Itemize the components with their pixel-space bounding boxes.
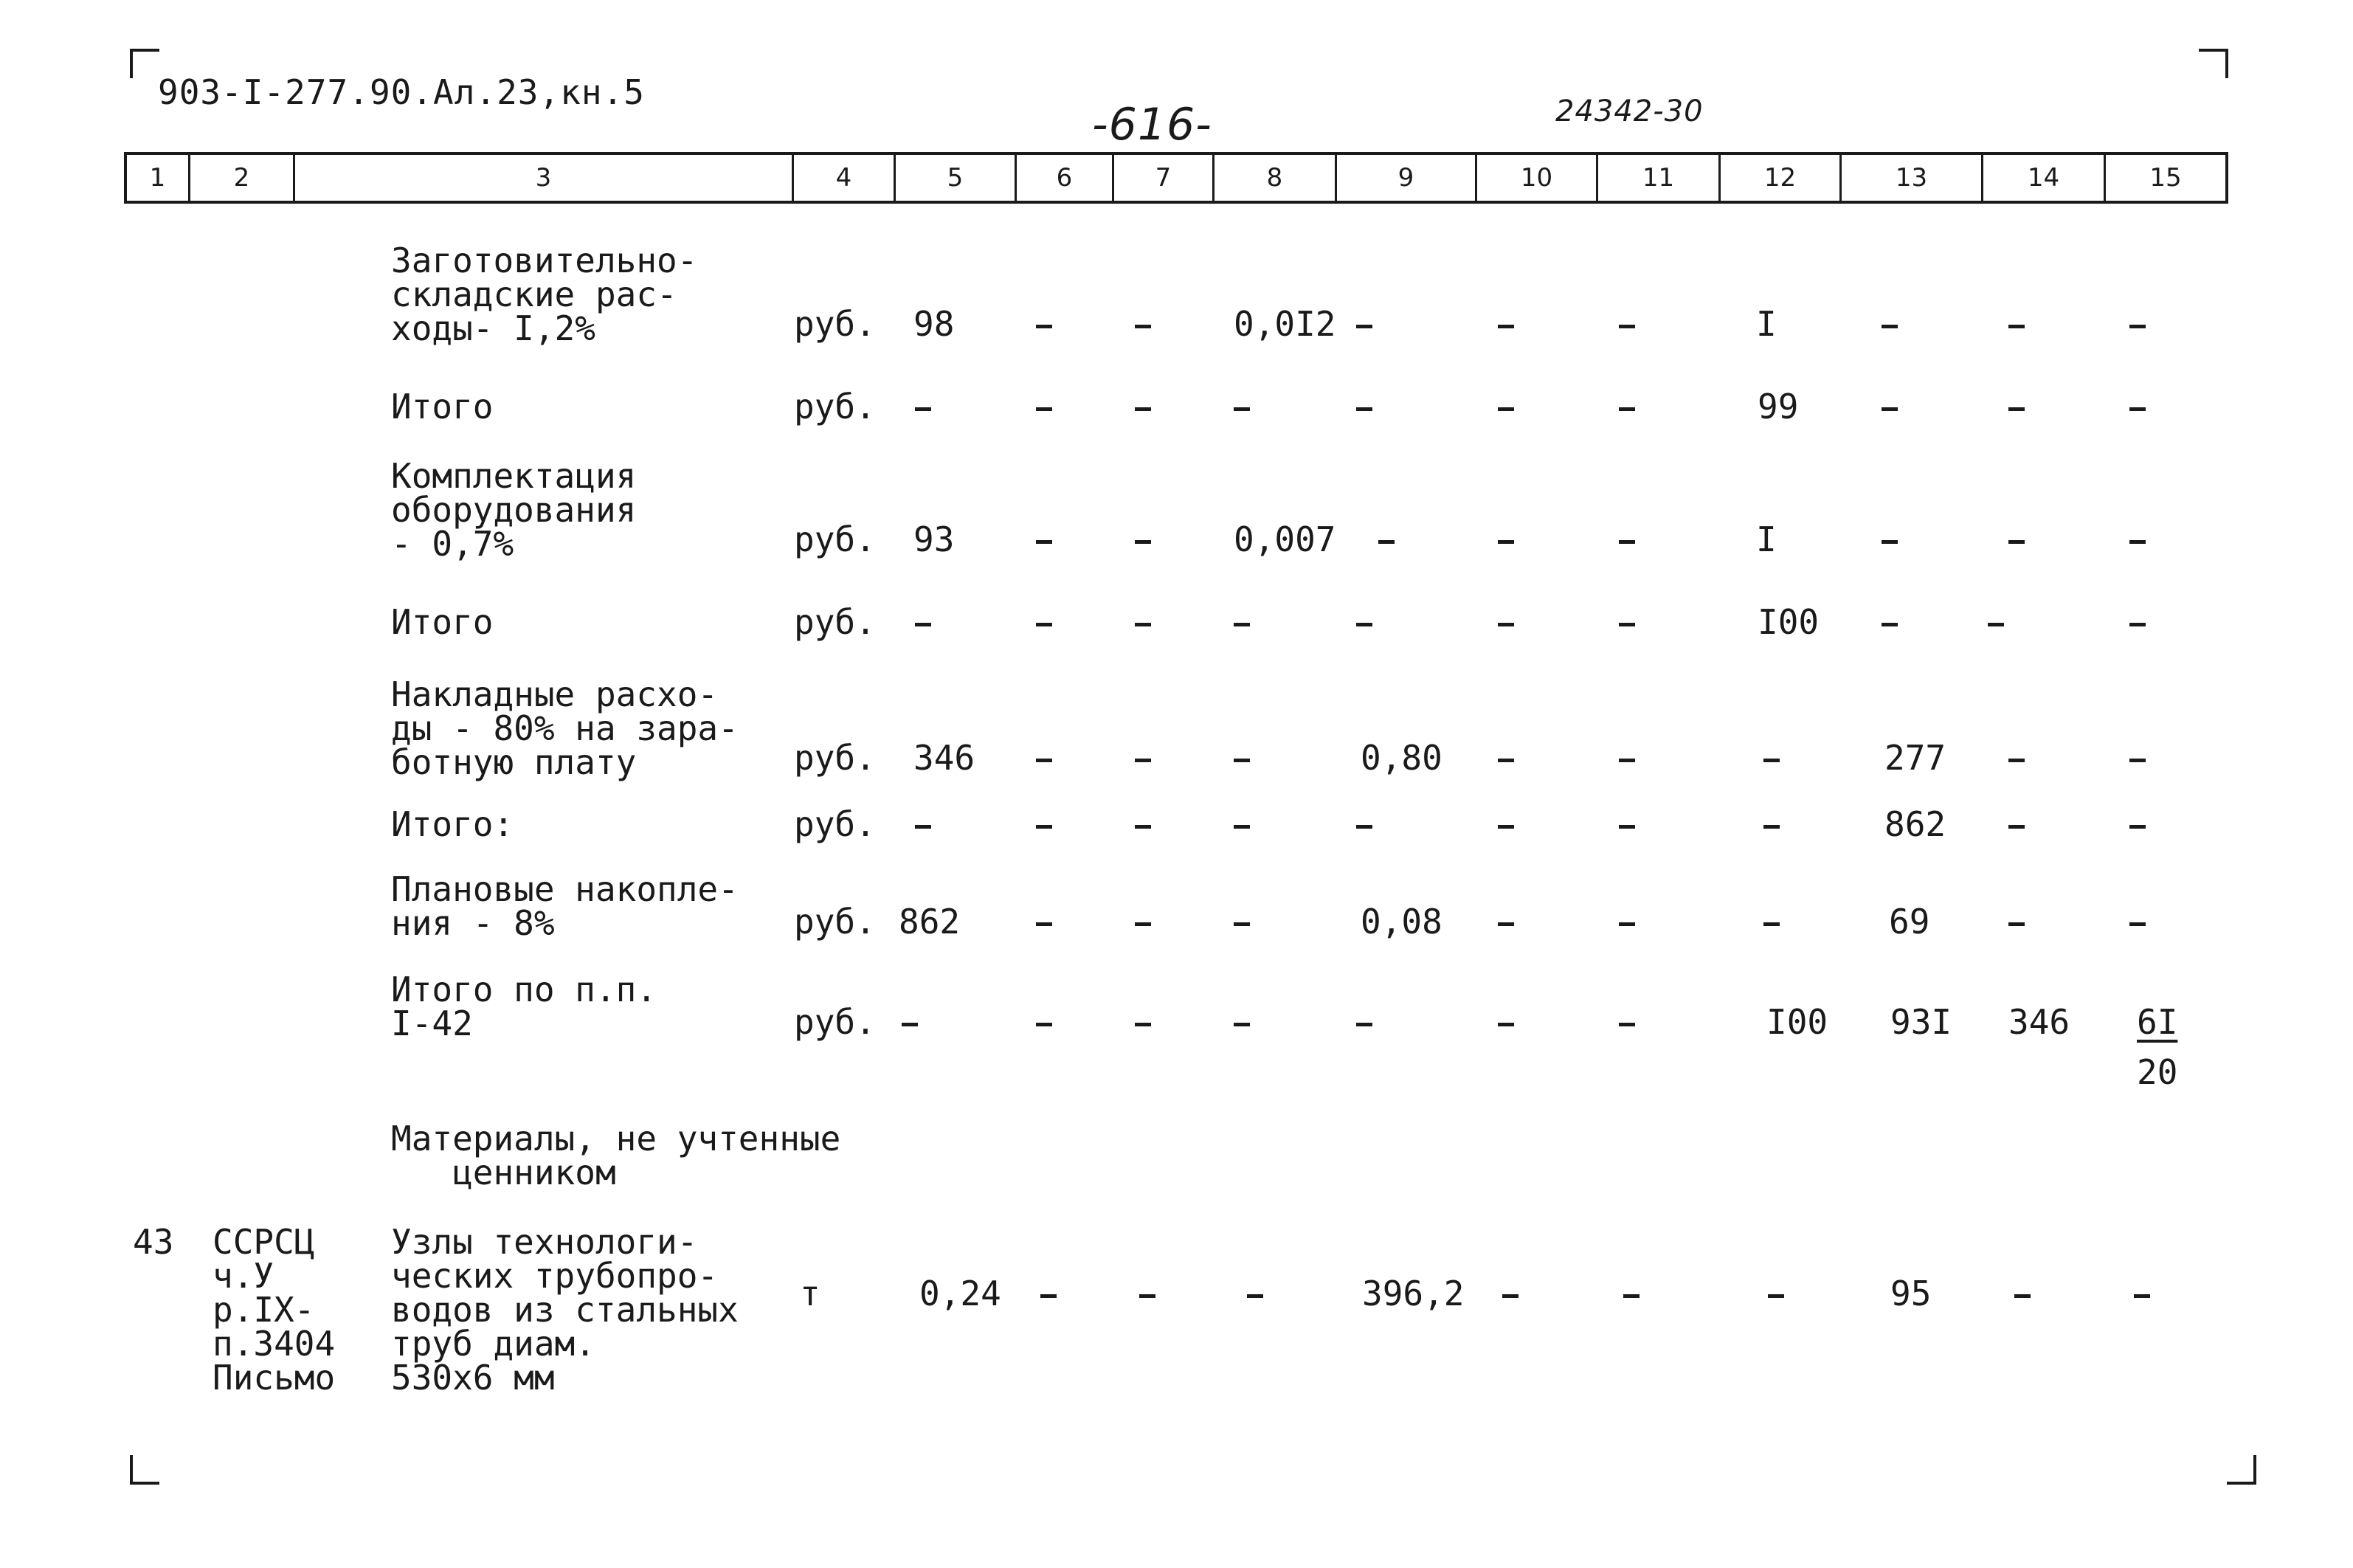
cell-col10: [1498, 325, 1514, 328]
cell-col5: [902, 1023, 918, 1026]
row-unit: руб.: [794, 602, 876, 642]
cell-col12: [1763, 922, 1780, 926]
cell-col11: [1619, 325, 1635, 328]
cell-col15: [2129, 540, 2146, 544]
column-header-9: 9: [1337, 155, 1477, 201]
cell-col9: [1356, 325, 1372, 328]
row-description: Итого: [391, 387, 494, 426]
cell-col10: [1498, 1023, 1514, 1026]
cell-col13: 93I: [1890, 1002, 1952, 1042]
cell-col12: I: [1756, 519, 1777, 559]
column-header-14: 14: [1983, 155, 2106, 201]
row-description: Итого:: [391, 804, 514, 844]
row-unit: руб.: [794, 519, 876, 559]
cell-col8: 0,007: [1234, 519, 1336, 559]
cell-col8: [1234, 825, 1250, 829]
cell-col12: [1763, 759, 1780, 762]
item-reference: ССРСЦ ч.У р.IX- п.3404 Письмо: [213, 1222, 336, 1398]
column-header-1: 1: [127, 155, 190, 201]
cell-col14: [2008, 922, 2025, 926]
cell-col8: [1234, 407, 1250, 411]
cell-col13: [1882, 623, 1898, 626]
column-header-10: 10: [1477, 155, 1598, 201]
cell-col10: [1498, 759, 1514, 762]
frame-corner-bottom-right: [2227, 1455, 2256, 1485]
column-header-7: 7: [1114, 155, 1214, 201]
cell-col15: [2134, 1294, 2150, 1298]
cell-col14: [2008, 759, 2025, 762]
cell-col12: I00: [1758, 602, 1820, 642]
sheet-code: 24342-30: [1555, 94, 1704, 128]
cell-col10: [1502, 1294, 1518, 1298]
cell-col6: [1036, 407, 1052, 411]
cell-col6: [1036, 759, 1052, 762]
cell-col10: [1498, 825, 1514, 829]
column-header-4: 4: [794, 155, 896, 201]
cell-col5: 862: [899, 902, 961, 942]
row-description: Заготовительно- складские рас- ходы- I,2%: [391, 241, 698, 348]
cell-col6: [1036, 922, 1052, 926]
frame-corner-bottom-left: [130, 1455, 159, 1485]
cell-col5: [915, 825, 931, 829]
cell-col9: [1356, 825, 1372, 829]
row-unit: руб.: [794, 738, 876, 778]
cell-col11: [1619, 623, 1635, 626]
cell-col7: [1135, 407, 1151, 411]
cell-col11: [1619, 759, 1635, 762]
frame-corner-top-left: [130, 49, 159, 78]
cell-col12: I: [1756, 304, 1777, 344]
cell-col6: [1036, 623, 1052, 626]
cell-col12: 99: [1758, 387, 1799, 426]
cell-col12: [1768, 1294, 1784, 1298]
cell-col11: [1623, 1294, 1640, 1298]
row-unit: руб.: [794, 804, 876, 844]
cell-col15-denominator: 20: [2137, 1052, 2178, 1092]
column-header-11: 11: [1598, 155, 1721, 201]
cell-col15: [2129, 825, 2146, 829]
cell-col7: [1135, 1023, 1151, 1026]
cell-col6: [1040, 1294, 1057, 1298]
column-header-15: 15: [2149, 163, 2182, 193]
cell-col14: 346: [2008, 1002, 2070, 1042]
cell-col14: [2014, 1294, 2031, 1298]
cell-col10: [1498, 540, 1514, 544]
column-header-5: 5: [896, 155, 1017, 201]
frame-corner-top-right: [2199, 49, 2228, 78]
cell-col9: [1378, 540, 1395, 544]
cell-col7: [1135, 922, 1151, 926]
cell-col10: [1498, 623, 1514, 626]
row-unit: руб.: [794, 304, 876, 344]
cell-col5: 346: [913, 738, 975, 778]
cell-col14: [1988, 623, 2004, 626]
cell-col10: [1498, 407, 1514, 411]
cell-col12: [1763, 825, 1780, 829]
row-unit: руб.: [794, 387, 876, 426]
cell-col8: [1247, 1294, 1263, 1298]
cell-col13: [1882, 325, 1898, 328]
cell-col13: 277: [1884, 738, 1946, 778]
section-heading: Материалы, не учтенные ценником: [391, 1119, 841, 1192]
column-header-3: 3: [295, 155, 794, 201]
item-number: 43: [133, 1222, 174, 1262]
cell-col8: [1234, 1023, 1250, 1026]
cell-col8: [1234, 623, 1250, 626]
row-unit: руб.: [794, 1002, 876, 1042]
row-description: Итого: [391, 602, 494, 642]
column-header-13: 13: [1842, 155, 1983, 201]
page-number: -616-: [1092, 99, 1212, 151]
row-unit: руб.: [794, 902, 876, 942]
cell-col9: 0,80: [1361, 738, 1442, 778]
cell-col10: [1498, 922, 1514, 926]
cell-col5: 0,24: [919, 1274, 1001, 1313]
cell-col15: [2129, 623, 2146, 626]
cell-col15: [2129, 325, 2146, 328]
cell-col7: [1135, 759, 1151, 762]
cell-col6: [1036, 1023, 1052, 1026]
column-header-2: 2: [190, 155, 295, 201]
row-description: Комплектация оборудования - 0,7%: [391, 456, 637, 564]
cell-col13: 862: [1884, 804, 1946, 844]
cell-col11: [1619, 825, 1635, 829]
column-header-row: [124, 152, 2228, 204]
cell-col13: 95: [1890, 1274, 1932, 1313]
cell-col6: [1036, 540, 1052, 544]
cell-col14: [2008, 325, 2025, 328]
cell-col13: [1882, 407, 1898, 411]
cell-col7: [1135, 825, 1151, 829]
cell-col5: 98: [913, 304, 955, 344]
cell-col11: [1619, 407, 1635, 411]
cell-col9: 396,2: [1362, 1274, 1465, 1313]
cell-col9: [1356, 1023, 1372, 1026]
cell-col13: [1882, 540, 1898, 544]
cell-col15: [2129, 759, 2146, 762]
cell-col5: [915, 407, 931, 411]
cell-col11: [1619, 540, 1635, 544]
cell-col9: [1356, 407, 1372, 411]
column-header-8: 8: [1214, 155, 1337, 201]
cell-col9: [1356, 623, 1372, 626]
cell-col8: [1234, 759, 1250, 762]
cell-col6: [1036, 325, 1052, 328]
cell-col11: [1619, 1023, 1635, 1026]
cell-col8: 0,0I2: [1234, 304, 1336, 344]
cell-col12: I00: [1766, 1002, 1828, 1042]
document-code: 903-I-277.90.Ал.23,кн.5: [158, 72, 645, 112]
item-description: Узлы технологи- ческих трубопро- водов из стальных труб диам. 530х6 мм: [391, 1222, 739, 1398]
cell-col15: [2129, 407, 2146, 411]
cell-col8: [1234, 922, 1250, 926]
cell-col11: [1619, 922, 1635, 926]
cell-col7: [1139, 1294, 1155, 1298]
cell-col7: [1135, 540, 1151, 544]
cell-col7: [1135, 623, 1151, 626]
row-unit: т: [800, 1274, 820, 1313]
cell-col13: 69: [1889, 902, 1930, 942]
cell-col14: [2008, 825, 2025, 829]
row-description: Итого по п.п. I-42: [391, 970, 657, 1043]
row-description: Накладные расхо- ды - 80% на зара- ботную плату: [391, 674, 739, 782]
column-header-12: 12: [1721, 155, 1842, 201]
cell-col5: 93: [913, 519, 955, 559]
row-description: Плановые накопле- ния - 8%: [391, 869, 739, 943]
cell-col5: [915, 623, 931, 626]
column-header-6: 6: [1017, 155, 1114, 201]
cell-col7: [1135, 325, 1151, 328]
cell-col9: 0,08: [1361, 902, 1442, 942]
cell-col6: [1036, 825, 1052, 829]
cell-col14: [2008, 540, 2025, 544]
cell-col15-numerator: 6I: [2137, 1002, 2178, 1042]
cell-col15: [2129, 922, 2146, 926]
cell-col14: [2008, 407, 2025, 411]
